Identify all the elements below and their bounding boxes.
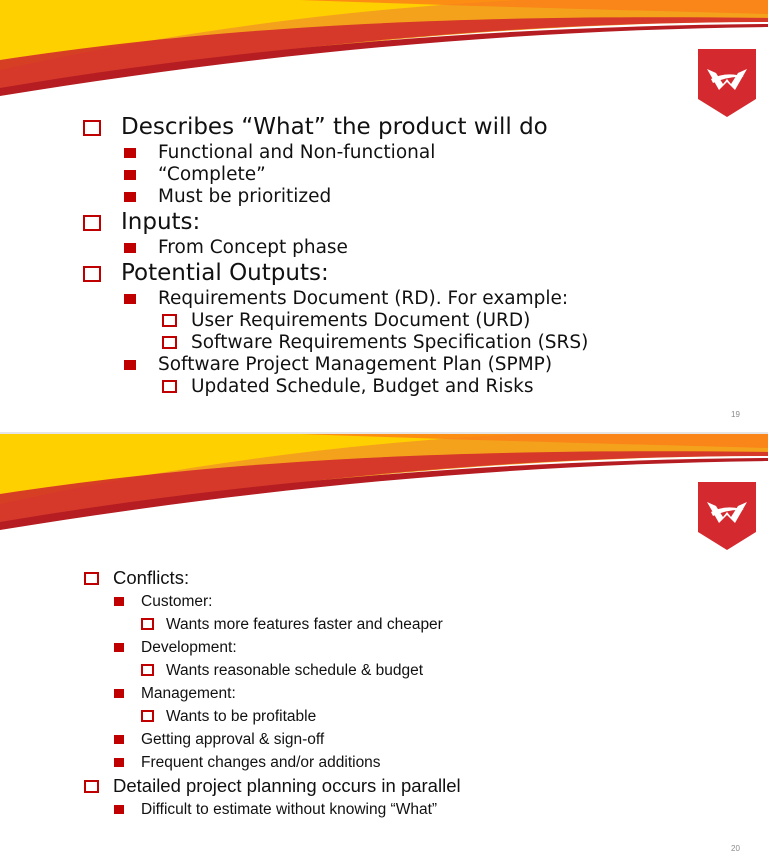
list-item: Wants to be profitable [84, 705, 461, 728]
slide-number: 19 [731, 410, 740, 419]
hollow-square-icon [83, 266, 101, 282]
hollow-square-icon [83, 215, 101, 231]
bullet-list [83, 113, 588, 398]
hollow-square-icon [162, 314, 177, 327]
hollow-square-icon [84, 572, 99, 585]
shield-logo-icon [698, 49, 756, 117]
list-item: User Requirements Document (URD) [83, 310, 588, 332]
list-item: Detailed project planning occurs in parallel [84, 774, 461, 798]
solid-square-icon [114, 735, 124, 744]
list-item: Potential Outputs: [83, 259, 588, 288]
list-item: Conflicts: [84, 566, 461, 590]
solid-square-icon [124, 360, 136, 370]
list-item: Difficult to estimate without knowing “What” [84, 798, 461, 821]
list-item: Wants more features faster and cheaper [84, 613, 461, 636]
list-item: Requirements Document (RD). For example: [83, 288, 588, 310]
hollow-square-icon [141, 664, 154, 676]
slide-20 [0, 434, 768, 866]
slide-19 [0, 0, 768, 432]
solid-square-icon [114, 689, 124, 698]
solid-square-icon [124, 170, 136, 180]
list-item: From Concept phase [83, 237, 588, 259]
hollow-square-icon [162, 380, 177, 393]
list-item: Frequent changes and/or additions [84, 751, 461, 774]
hollow-square-icon [162, 336, 177, 349]
bullet-list [84, 566, 461, 821]
list-item: Software Project Management Plan (SPMP) [83, 354, 588, 376]
list-item: Functional and Non-functional [83, 142, 588, 164]
list-item: Management: [84, 682, 461, 705]
solid-square-icon [114, 805, 124, 814]
list-item: Development: [84, 636, 461, 659]
hollow-square-icon [83, 120, 101, 136]
list-item: Describes “What” the product will do [83, 113, 588, 142]
solid-square-icon [114, 597, 124, 606]
list-item: Customer: [84, 590, 461, 613]
solid-square-icon [114, 758, 124, 767]
header-swoosh-decoration [0, 0, 768, 120]
solid-square-icon [114, 643, 124, 652]
list-item: Updated Schedule, Budget and Risks [83, 376, 588, 398]
list-item: Inputs: [83, 208, 588, 237]
list-item: Must be prioritized [83, 186, 588, 208]
solid-square-icon [124, 243, 136, 253]
list-item: Software Requirements Specification (SRS) [83, 332, 588, 354]
solid-square-icon [124, 192, 136, 202]
hollow-square-icon [141, 618, 154, 630]
list-item: “Complete” [83, 164, 588, 186]
solid-square-icon [124, 294, 136, 304]
list-item: Wants reasonable schedule & budget [84, 659, 461, 682]
hollow-square-icon [141, 710, 154, 722]
slide-number: 20 [731, 844, 740, 853]
hollow-square-icon [84, 780, 99, 793]
solid-square-icon [124, 148, 136, 158]
shield-logo-icon [698, 482, 756, 550]
header-swoosh-decoration [0, 434, 768, 554]
list-item: Getting approval & sign-off [84, 728, 461, 751]
